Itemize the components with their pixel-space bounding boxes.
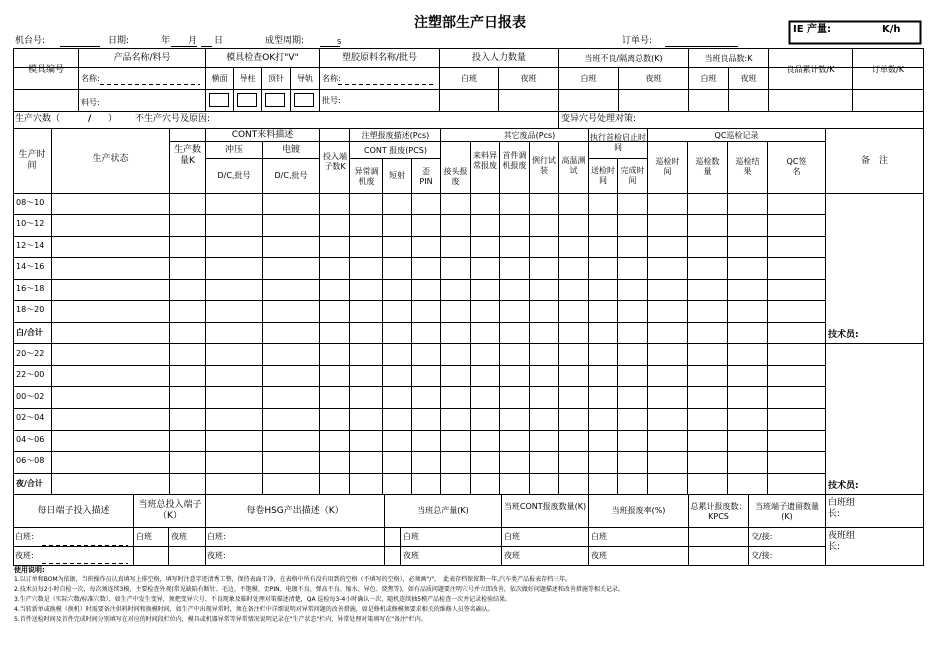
scrap-rate-day-label: 白班 bbox=[591, 532, 607, 541]
material-name-label: 名称: bbox=[322, 74, 341, 83]
day-leader-label: 白班组长: bbox=[828, 498, 856, 519]
note-2: 2.技术员每2小时自检一次，每次须连续3模，主要检查外观(常见缺陷有断针、毛边、不饱模、歪PIN、电镀不良、弹高不良、缩水、异色、烧焦等)，如有品质问题要注明穴号并立即改善，依次做好问题描述和改善措施等相关记录。 bbox=[14, 586, 624, 593]
day-label: 日 bbox=[214, 36, 224, 46]
date-field[interactable] bbox=[140, 36, 220, 47]
cont-scrap-night-label: 夜班 bbox=[504, 551, 520, 560]
other-incoming-header: 来料异常报废 bbox=[473, 151, 497, 170]
first-check-header: 执行首检启止时间 bbox=[590, 133, 646, 152]
total-scrap-header: 总累计报废数：KPCS bbox=[690, 502, 747, 521]
defect-day: 白班 bbox=[580, 74, 597, 83]
night-technician-label: 技术员: bbox=[828, 481, 859, 491]
input-terminal-header: 投入端子数K bbox=[323, 152, 347, 171]
qc-qty-header: 巡检数量 bbox=[695, 157, 720, 176]
product-name-label: 名称: bbox=[81, 74, 100, 83]
manpower-night: 夜班 bbox=[520, 74, 537, 83]
other-scrap-header: 其它废品(Pcs) bbox=[503, 131, 556, 140]
time-slot-label: 14～16 bbox=[16, 262, 45, 271]
notes-title: 使用说明: bbox=[14, 566, 45, 574]
date-label: 日期: bbox=[108, 36, 130, 46]
prod-time-header: 生产时间 bbox=[18, 150, 46, 171]
hsg-output-header: 每卷HSG产出描述（K） bbox=[246, 506, 344, 516]
scrap-rate-night-label: 夜班 bbox=[591, 551, 607, 560]
stamping-header: 冲压 bbox=[224, 145, 243, 155]
time-slot-label: 06～08 bbox=[16, 456, 45, 465]
check-ejector-pin: 顶针 bbox=[268, 74, 284, 83]
machine-no-field[interactable] bbox=[60, 36, 100, 47]
mold-no-header: 模具编号 bbox=[27, 65, 64, 75]
material-header: 塑胶原料名称/批号 bbox=[341, 53, 418, 63]
order-qty-header: 订单数/K bbox=[872, 65, 904, 74]
cont-scrap-header: CONT 报废(PCS) bbox=[363, 146, 428, 155]
qc-sign-header: QC签名 bbox=[786, 157, 807, 176]
note-1: 1.以订单和BOM为依据，当班操作员认真填写上排空格，填写时注意字迹清秀工整，保持表面干净，在表格中所有没有用到的空格（不填写的空格），必须画"/"。 此表存档保留期一年,汽车类产品报表存档三年。 bbox=[14, 576, 572, 583]
cycle-unit: S bbox=[337, 38, 342, 46]
handover-night-label: 交/接: bbox=[751, 551, 773, 560]
molding-scrap-header: 注塑报废描述(Pcs) bbox=[361, 131, 430, 140]
night-total-label: 夜/合计 bbox=[16, 479, 43, 488]
first-send-time-header: 送检时间 bbox=[591, 166, 615, 185]
defect-night: 夜班 bbox=[645, 74, 662, 83]
time-slot-label: 10～12 bbox=[16, 219, 45, 228]
good-day: 白班 bbox=[700, 74, 717, 83]
check-guide-rail: 导轨 bbox=[297, 74, 313, 83]
scrap-short-header: 短射 bbox=[389, 171, 405, 180]
cavity-close: ） bbox=[108, 114, 118, 124]
prod-status-header: 生产状态 bbox=[92, 154, 129, 164]
manpower-header: 投入人力数量 bbox=[471, 53, 526, 63]
check-guide-post-box[interactable] bbox=[237, 93, 257, 107]
time-slot-label: 04～06 bbox=[16, 435, 45, 444]
product-name-header: 产品名称/料号 bbox=[113, 53, 171, 63]
first-done-time-header: 完成时间 bbox=[620, 166, 645, 185]
time-slot-label: 20～22 bbox=[16, 349, 45, 358]
cavity-label: 生产穴数（ bbox=[15, 114, 61, 124]
day-technician-label: 技术员: bbox=[828, 330, 859, 340]
ie-output-unit: K/h bbox=[882, 24, 901, 35]
other-high-temp-header: 高温测试 bbox=[561, 156, 586, 175]
defect-total-header: 当班不良/隔离总数(K) bbox=[584, 54, 663, 63]
note-4: 4.当转新单或换模（换机）时需要备注供料时间和换模时间，如生产中出现异常时，须在备注栏中详细说明对异常问题的改善措施，如是修机或修模须要求相关的维修人员签名确认。 bbox=[14, 606, 494, 613]
machine-no-label: 机台号: bbox=[15, 36, 46, 46]
cont-desc-header: CONT来料描述 bbox=[231, 130, 294, 140]
time-slot-label: 02～04 bbox=[16, 413, 45, 422]
day-total-label: 白/合计 bbox=[16, 328, 43, 337]
plating-dc-batch: D/C,批号 bbox=[274, 171, 308, 180]
good-count-header: 当班良品数:K bbox=[704, 54, 753, 63]
cavity-slash: / bbox=[88, 114, 92, 124]
terminal-night-label: 夜班: bbox=[15, 551, 34, 560]
material-batch-label: 批号: bbox=[322, 96, 341, 105]
check-guide-post: 导柱 bbox=[239, 74, 256, 83]
note-3: 3.生产穴数是（实际穴数/标准穴数），如生产中发生变异，须把变异穴号、不良现象及临时处理对策描述清楚，QA 巡检每3-4小时确认一次，随机连续抽5模产品检查一次并记录检验结果。 bbox=[14, 596, 512, 603]
manpower-day: 白班 bbox=[461, 74, 477, 83]
shift-total-output-header: 当班总产量(K) bbox=[417, 506, 469, 515]
year-label: 年 bbox=[161, 36, 171, 46]
total-terminal-night: 夜班 bbox=[171, 532, 187, 541]
output-night-label: 夜班 bbox=[403, 551, 419, 560]
order-no-field[interactable] bbox=[665, 36, 738, 47]
scrap-bent-pin-header: 歪PIN bbox=[419, 167, 433, 186]
total-terminal-day: 白班 bbox=[136, 532, 152, 541]
hsg-night-label: 夜班: bbox=[207, 551, 226, 560]
stamping-dc-batch: D/C,批号 bbox=[217, 171, 251, 180]
scrap-abnormal-header: 异常调机废 bbox=[354, 167, 379, 186]
order-no-label: 订单号: bbox=[622, 36, 653, 46]
time-slot-label: 08～10 bbox=[16, 198, 45, 207]
time-slot-label: 18～20 bbox=[16, 305, 45, 314]
cycle-label: 成型周期: bbox=[265, 36, 305, 46]
ie-output-label: IE 产量: bbox=[793, 24, 832, 35]
terminal-day-label: 白班: bbox=[15, 532, 34, 541]
month-label: 月 bbox=[188, 36, 198, 46]
night-leader-label: 夜班组长: bbox=[828, 531, 856, 552]
qc-record-header: QC巡检记录 bbox=[714, 131, 759, 140]
check-ejector-pin-box[interactable] bbox=[265, 93, 285, 107]
qc-result-header: 巡检结果 bbox=[735, 157, 760, 176]
daily-terminal-header: 每日端子投入描述 bbox=[37, 506, 110, 516]
handover-day-label: 交/接: bbox=[751, 532, 773, 541]
other-first-piece-header: 首件调机报废 bbox=[502, 151, 527, 170]
hsg-day-label: 白班: bbox=[207, 532, 226, 541]
remarks-header: 备 注 bbox=[860, 156, 888, 166]
good-night: 夜班 bbox=[740, 74, 757, 83]
cumulative-good-header: 良品累计数/K bbox=[786, 65, 835, 74]
cont-scrap-day-label: 白班 bbox=[504, 532, 520, 541]
time-slot-label: 16～18 bbox=[16, 284, 45, 293]
check-face: 横面 bbox=[211, 74, 228, 83]
qc-time-header: 巡检时间 bbox=[655, 157, 680, 176]
output-day-label: 白班 bbox=[403, 532, 419, 541]
plating-header: 电镀 bbox=[281, 145, 300, 155]
shift-scrap-rate-header: 当班报废率(%) bbox=[611, 506, 666, 515]
scrap-joint-header: 接头报废 bbox=[443, 167, 468, 186]
time-slot-label: 00～02 bbox=[16, 392, 45, 401]
shift-cont-scrap-header: 当班CONT报废数量(K) bbox=[503, 502, 587, 511]
time-slot-label: 22～00 bbox=[16, 370, 45, 379]
mold-check-header: 模具检查OK打"V" bbox=[226, 53, 299, 63]
check-guide-rail-box[interactable] bbox=[294, 93, 314, 107]
part-no-label: 料号: bbox=[81, 98, 100, 107]
shift-terminal-total-header: 当班总投入端子（K） bbox=[138, 500, 202, 521]
other-routine-header: 例行试装 bbox=[532, 156, 556, 175]
terminal-left-header: 当班端子遗留数量(K) bbox=[755, 502, 819, 521]
check-face-box[interactable] bbox=[209, 93, 229, 107]
time-slot-label: 12～14 bbox=[16, 241, 45, 250]
prod-qty-header: 生产数量K bbox=[173, 145, 201, 166]
page-title: 注塑部生产日报表 bbox=[414, 15, 526, 31]
no-cavity-label: 不生产穴号及原因: bbox=[135, 114, 211, 124]
cavity-change-label: 变异穴号处理对策: bbox=[561, 114, 637, 124]
note-5: 5.首件送检时间及首件完成时间分别填写在对应的时间段栏位内，模具或机器异常等异常情况说明记录在"生产状态"栏内，异常处理对策填写在"备注"栏内。 bbox=[14, 616, 427, 623]
